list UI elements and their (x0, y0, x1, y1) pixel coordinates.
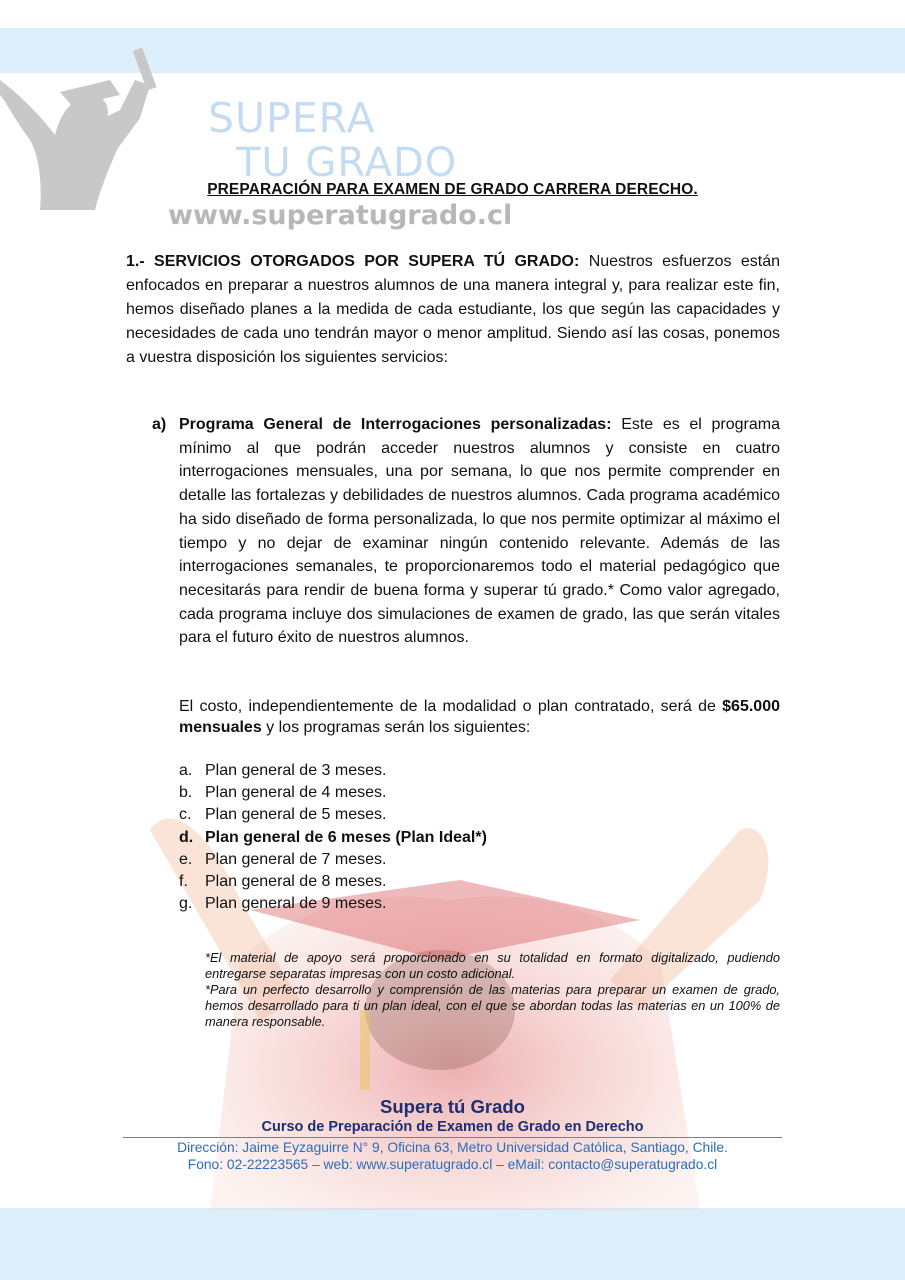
item-a-body: Este es el programa mínimo al que podrán acceder nuestros alumnos y consiste en cuatro interrogaciones mensuales, una por semana, lo que nos permite comprender en detalle las fortalezas y debilidades de nuestros alumnos. Cada programa académico ha sido diseñado de forma personalizada, lo que nos permite optimizar al máximo el tiempo y no dejar de examinar ningún contenido relevante. Además de las interrogaciones semanales, te proporcionaremos todo el material pedagógico que necesitarás para rendir de buena forma y superar tú grado.* Como valor agregado, cada programa incluye dos simulaciones de examen de grado, las que serán vitales para el futuro éxito de nuestros alumnos. (179, 416, 780, 647)
plan-letter: b. (179, 784, 193, 802)
plan-text: Plan general de 6 meses (Plan Ideal*) (205, 828, 487, 846)
plan-text: Plan general de 3 meses. (205, 762, 387, 779)
plan-item (179, 893, 780, 915)
plan-letter: g. (179, 895, 193, 913)
program-item-a (152, 413, 780, 650)
footer-brand: Supera tú Grado (380, 1096, 525, 1117)
item-a-heading: Programa General de Interrogaciones personalizadas: (179, 416, 612, 433)
plan-letter: e. (179, 850, 193, 868)
plan-item (179, 782, 780, 804)
plan-letter: d. (179, 828, 194, 846)
page-title: PREPARACIÓN PARA EXAMEN DE GRADO CARRERA DERECHO. (207, 181, 698, 198)
cost-suffix: y los programas serán los siguientes: (266, 719, 531, 736)
plan-text: Plan general de 5 meses. (205, 806, 387, 824)
cost-prefix: El costo, independientemente de la modalidad o plan contratado, será de (179, 698, 716, 715)
plan-item (179, 871, 780, 893)
cost-paragraph (179, 696, 780, 738)
section-1-body: Nuestros esfuerzos están enfocados en preparar a nuestros alumnos de una manera integral y, para realizar este fin, hemos diseñado planes a la medida de cada estudiante, los que según las capacidades y necesidades de cada uno tendrán mayor o menor amplitud. Siendo así las cosas, ponemos a vuestra disposición los siguientes servicios: (126, 253, 780, 366)
plans-list (179, 760, 780, 915)
plan-letter: a. (179, 762, 193, 779)
footnotes (205, 950, 780, 1030)
plan-item (179, 849, 780, 871)
plan-item (179, 760, 780, 782)
section-1-heading: 1.- SERVICIOS OTORGADOS POR SUPERA TÚ GRADO: (126, 253, 580, 270)
plan-item (179, 804, 780, 826)
plan-text: Plan general de 4 meses. (205, 784, 387, 802)
section-1-paragraph (126, 250, 780, 370)
footer-course: Curso de Preparación de Examen de Grado en Derecho (261, 1119, 644, 1135)
footnote-plan-ideal: *Para un perfecto desarrollo y comprensión de las materias para preparar un examen de grado, hemos desarrollado para ti un plan ideal, con el que se abordan todas las materias en un 100% de manera responsable. (205, 982, 780, 1029)
logo-url: www.superatugrado.cl (168, 200, 513, 231)
cost-amount: $65.000 mensuales (179, 698, 780, 736)
plan-text: Plan general de 8 meses. (205, 872, 387, 890)
footer-divider (123, 1137, 782, 1138)
footer-address: Dirección: Jaime Eyzaguirre N° 9, Oficina 63, Metro Universidad Católica, Santiago, Chile. (177, 1140, 728, 1155)
logo-word-supera: SUPERA (208, 94, 376, 142)
plan-letter: f. (179, 872, 188, 890)
plan-text: Plan general de 9 meses. (205, 895, 387, 913)
plan-item-ideal (179, 827, 780, 849)
footnote-material: *El material de apoyo será proporcionado en su totalidad en formato digitalizado, pudiendo entregarse separatas impresas con un costo adicional. (205, 950, 780, 981)
plan-text: Plan general de 7 meses. (205, 850, 387, 868)
footer-contact: Fono: 02-22223565 – web: www.superatugrado.cl – eMail: contacto@superatugrado.cl (187, 1157, 718, 1172)
logo-word-tu-grado: TU GRADO (236, 140, 458, 186)
plan-letter: c. (179, 806, 192, 824)
item-a-marker: a) (152, 416, 167, 433)
